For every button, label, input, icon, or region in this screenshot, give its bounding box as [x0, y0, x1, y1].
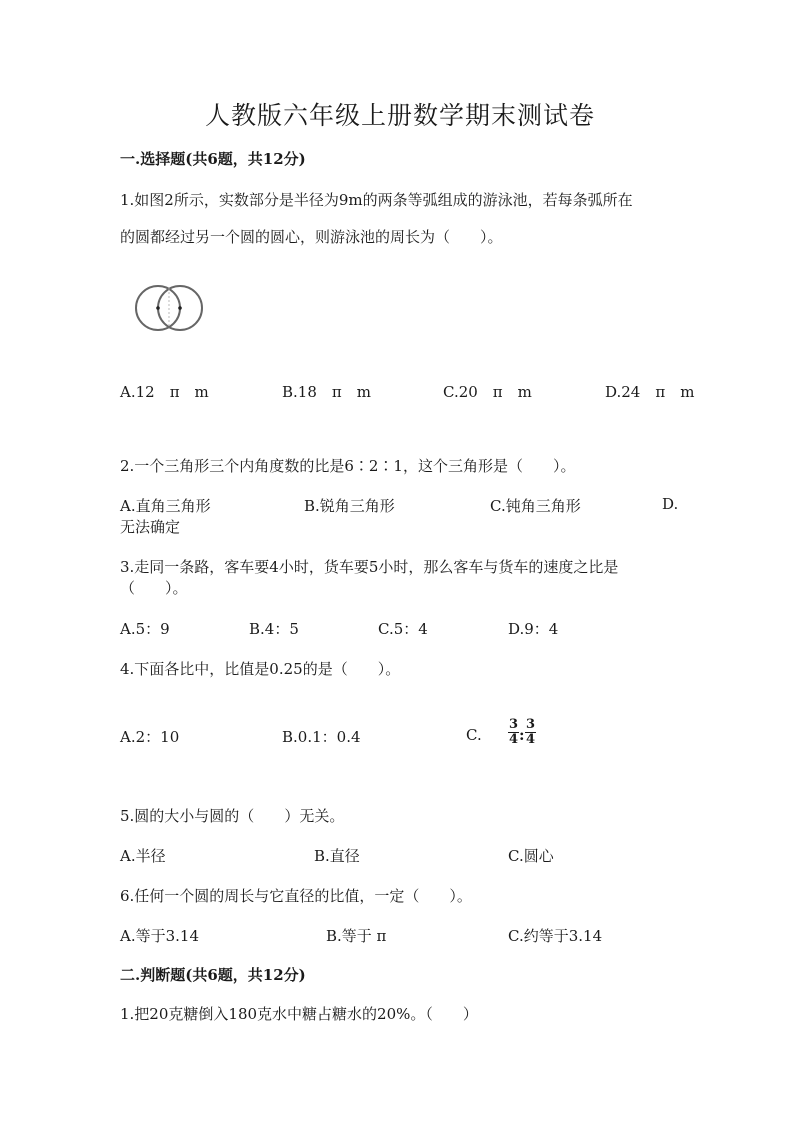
- question-2-text: 2.一个三角形三个内角度数的比是6∶2∶1，这个三角形是（ ）。: [120, 457, 576, 475]
- q4-option-a[interactable]: A.2：10: [120, 728, 180, 746]
- q5-option-c[interactable]: C.圆心: [508, 847, 554, 865]
- q6-option-b[interactable]: B.等于 π: [326, 927, 387, 945]
- judgement-1-text: 1.把20克糖倒入180克水中糖占糖水的20%。（ ）: [120, 1005, 478, 1023]
- q1-option-c[interactable]: C.20 π m: [443, 383, 532, 401]
- q6-option-a[interactable]: A.等于3.14: [120, 927, 199, 945]
- q5-option-b[interactable]: B.直径: [314, 847, 360, 865]
- q1-option-d[interactable]: D.24 π m: [605, 383, 695, 401]
- q4-option-b[interactable]: B.0.1：0.4: [282, 728, 361, 746]
- q2-option-d[interactable]: D.: [662, 495, 679, 513]
- q3-option-d[interactable]: D.9：4: [508, 620, 559, 638]
- q3-option-b[interactable]: B.4：5: [249, 620, 299, 638]
- question-3-line-1: 3.走同一条路，客车要4小时，货车要5小时，那么客车与货车的速度之比是: [120, 558, 619, 576]
- q2-option-c[interactable]: C.钝角三角形: [490, 497, 581, 515]
- page-title: 人教版六年级上册数学期末测试卷: [204, 101, 595, 130]
- q5-option-a[interactable]: A.半径: [120, 847, 166, 865]
- q4-ratio-colon: :: [519, 726, 525, 744]
- right-center-dot: [178, 306, 182, 310]
- q4-option-c[interactable]: C.: [466, 726, 482, 744]
- question-4-text: 4.下面各比中，比值是0.25的是（ ）。: [120, 660, 401, 678]
- q6-option-c[interactable]: C.约等于3.14: [508, 927, 603, 945]
- q3-option-a[interactable]: A.5：9: [120, 620, 170, 638]
- question-1-line-2: 的圆都经过另一个圆的圆心，则游泳池的周长为（ ）。: [120, 228, 503, 246]
- fraction-1-denominator: 4: [509, 732, 519, 747]
- q3-option-c[interactable]: C.5：4: [378, 620, 428, 638]
- fraction-2-numerator: 3: [526, 717, 536, 732]
- question-1-line-1: 1.如图2所示，实数部分是半径为9m的两条等弧组成的游泳池，若每条弧所在: [120, 191, 633, 209]
- q4-fraction-2: [525, 718, 536, 747]
- question-6-text: 6.任何一个圆的周长与它直径的比值，一定（ ）。: [120, 887, 472, 905]
- question-5-text: 5.圆的大小与圆的（ ）无关。: [120, 807, 345, 825]
- q1-option-a[interactable]: A.12 π m: [120, 383, 209, 401]
- q2-option-b[interactable]: B.锐角三角形: [304, 497, 395, 515]
- q4-fraction-1: [508, 718, 519, 747]
- q1-option-b[interactable]: B.18 π m: [282, 383, 371, 401]
- fraction-2-denominator: 4: [526, 732, 536, 747]
- left-center-dot: [156, 306, 160, 310]
- section-heading-choice: 一.选择题(共6题，共12分): [120, 150, 306, 168]
- fraction-1-numerator: 3: [509, 717, 519, 732]
- q2-option-a[interactable]: A.直角三角形: [120, 497, 211, 515]
- question-3-line-2: （ ）。: [120, 579, 188, 597]
- q2-option-d-continued: 无法确定: [120, 518, 181, 536]
- two-circles-figure: [130, 280, 210, 336]
- section-heading-judgement: 二.判断题(共6题，共12分): [120, 966, 306, 984]
